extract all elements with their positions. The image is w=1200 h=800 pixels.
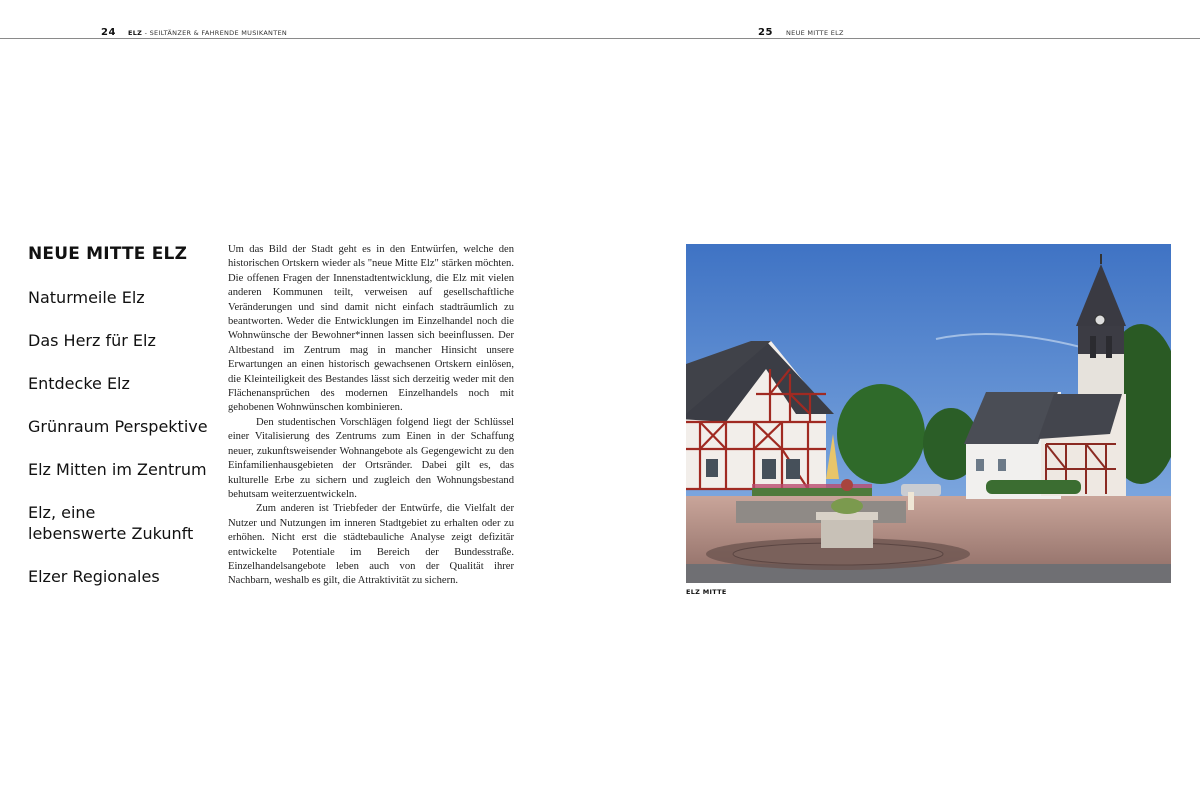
left-page-number: 24 xyxy=(101,27,116,38)
toc-item-neue-mitte-elz[interactable]: NEUE MITTE ELZ xyxy=(28,244,188,264)
right-page-number: 25 xyxy=(758,27,773,38)
running-subtitle: - SEILTÄNZER & FAHRENDE MUSIKANTEN xyxy=(144,29,288,37)
body-text xyxy=(228,243,514,589)
paragraph: Den studentischen Vorschlägen folgend liegt der Schlüssel einer Vitalisierung des Zentrums zum Einen in der Schaffung neuer, zukunftsweisender Wohnangebote als Gegengewicht zu den Einfamilienhausgebieten der Ortsränder. Dabei gilt es, das kulturelle Erbe zu sichern und zugleich den Wohnungsbestand behutsam weiterzuentwickeln. xyxy=(228,416,514,500)
left-running-head xyxy=(128,29,287,37)
photo-caption: ELZ MITTE xyxy=(686,588,727,596)
chapter-list xyxy=(28,244,218,609)
toc-item-elz-mitten-im-zentrum[interactable]: Elz Mitten im Zentrum xyxy=(28,460,207,479)
paragraph: Zum anderen ist Triebfeder der Entwürfe, die Vielfalt der Nutzer und Nutzungen im inneren Stadtgebiet zu erhalten oder zu erhöhen. Nicht erst die städtebauliche Analyse zeigt defizitär entwickelte Potentiale im Bereich der Bundesstraße. Einzelhandelsangebote leben auch von der Qualität ihrer Nachbarn, weshalb es gilt, die Attraktivität zu sichern. xyxy=(228,503,514,587)
town-center-photo xyxy=(686,244,1171,583)
toc-item-naturmeile-elz[interactable]: Naturmeile Elz xyxy=(28,288,145,307)
toc-item-entdecke-elz[interactable]: Entdecke Elz xyxy=(28,374,130,393)
right-running-head: NEUE MITTE ELZ xyxy=(786,29,844,37)
toc-item-das-herz-fuer-elz[interactable]: Das Herz für Elz xyxy=(28,331,156,350)
toc-item-elzer-regionales[interactable]: Elzer Regionales xyxy=(28,567,160,586)
paragraph: Um das Bild der Stadt geht es in den Entwürfen, welche den historischen Ortskern wieder als "neue Mitte Elz" stärken möchten. Die offenen Fragen der Innenstadtentwicklung, die Elz mit vielen anderen Kommunen teilt, verweisen auf gesellschaftliche Veränderungen und sind damit nicht einfach stadträumlich zu beantworten. Weder die Entwicklungen im Einzelhandel noch die Wohnwünsche der Bewohner*innen lassen sich beeinflussen. Der Altbestand im Zentrum mag in mancher Hinsicht unsere Erwartungen an einen historisch gewachsenen Ortskern einlösen, die Kleinteiligkeit des Bestandes lässt sich derzeitig weder mit den Flächenansprüchen des modernen Einzelhandels noch mit gehobenen Wohnwünschen kombinieren. xyxy=(228,244,514,414)
running-brand: ELZ xyxy=(128,29,143,37)
toc-item-elz-lebenswerte-zukunft[interactable]: Elz, eine lebenswerte Zukunft xyxy=(28,503,194,543)
toc-item-gruenraum-perspektive[interactable]: Grünraum Perspektive xyxy=(28,417,208,436)
header-rule xyxy=(0,38,1200,39)
